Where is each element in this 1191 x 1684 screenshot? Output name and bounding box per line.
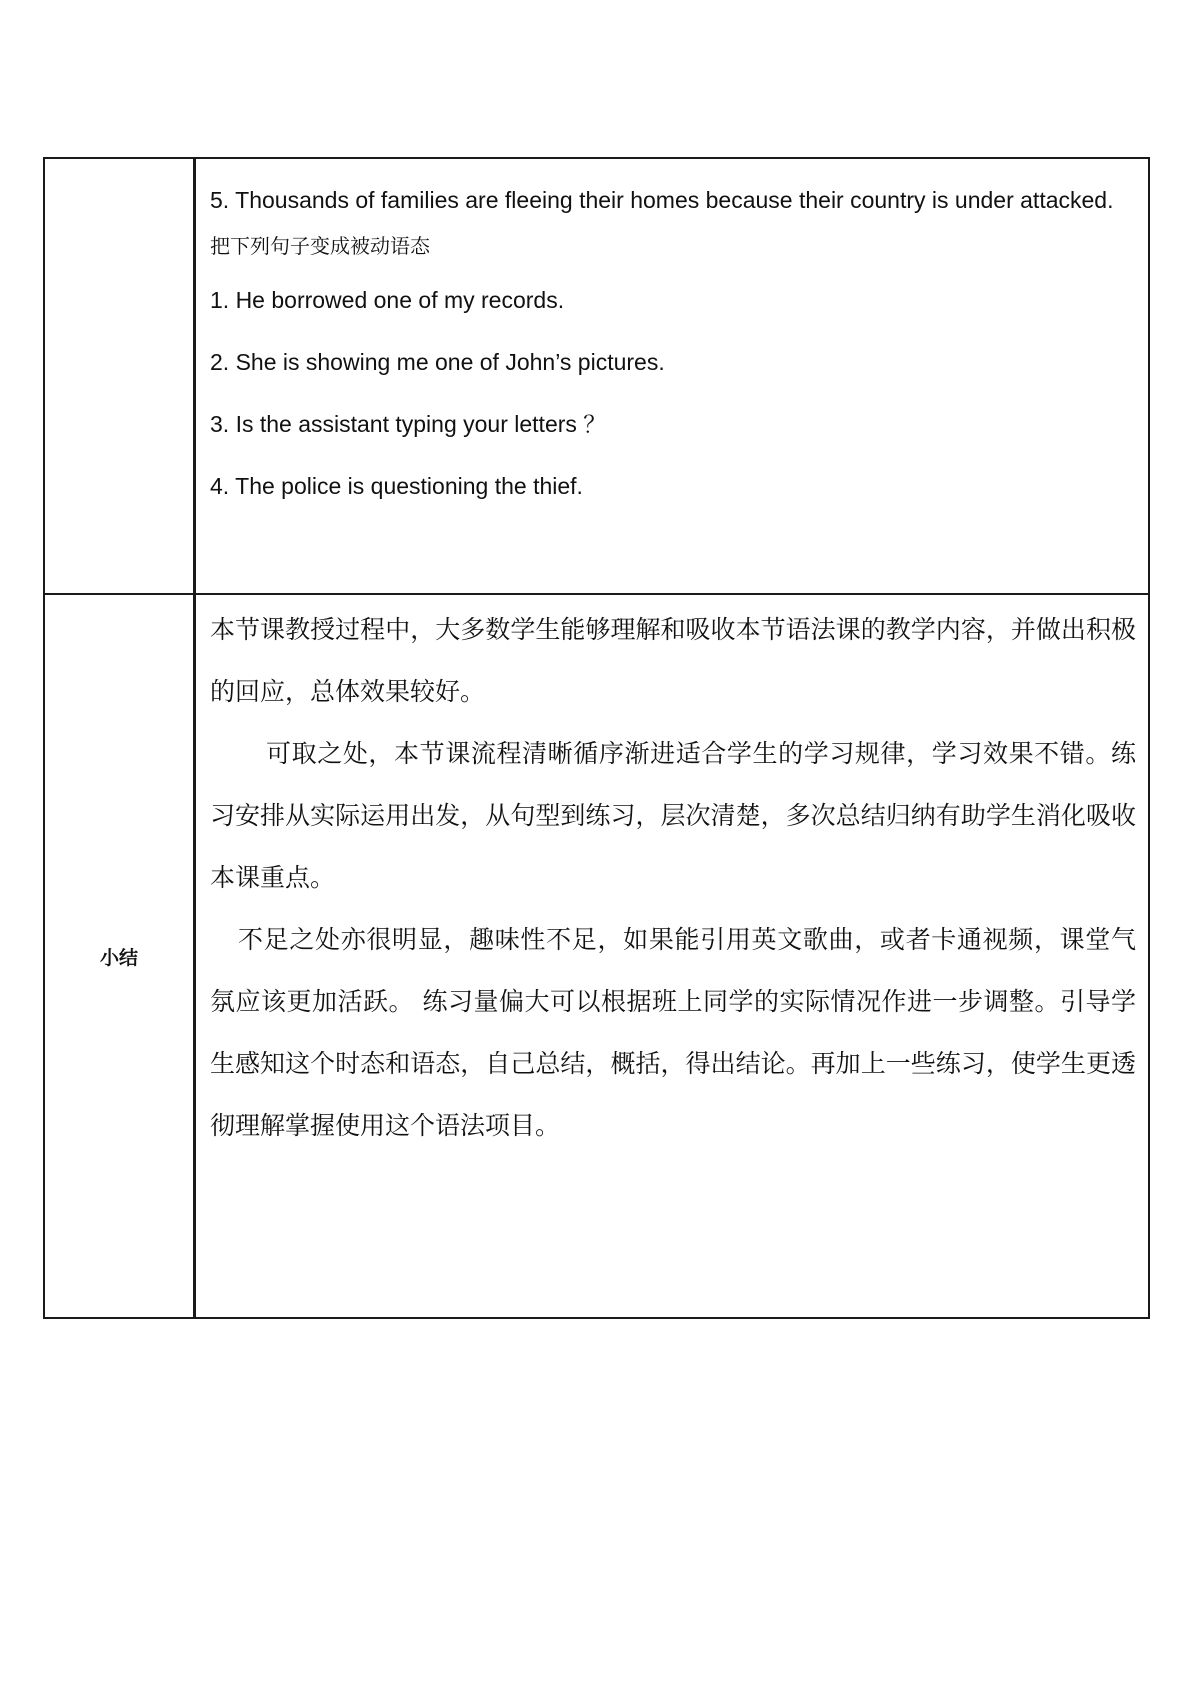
- exercise-item: 4. The police is questioning the thief.: [210, 473, 583, 499]
- summary-paragraph: 可取之处，本节课流程清晰循序渐进适合学生的学习规律，学习效果不错。练习安排从实际运用出发，从句型到练习，层次清楚，多次总结归纳有助学生消化吸收本课重点。: [210, 739, 1136, 892]
- summary-label: 小结: [99, 946, 138, 969]
- summary-label-cell: [44, 594, 195, 1318]
- exercises-row: [44, 158, 1149, 594]
- passive-voice-heading: 把下列句子变成被动语态: [210, 234, 430, 258]
- summary-paragraph: 本节课教授过程中，大多数学生能够理解和吸收本节语法课的教学内容，并做出积极的回应，总体效果较好。: [210, 615, 1136, 706]
- summary-paragraph: 不足之处亦很明显，趣味性不足，如果能引用英文歌曲，或者卡通视频，课堂气氛应该更加活跃。 练习量偏大可以根据班上同学的实际情况作进一步调整。引导学生感知这个时态和语态，自己总结，概括，得出结论。再加上一些练习，使学生更透彻理解掌握使用这个语法项目。: [210, 925, 1136, 1140]
- exercise-item-5: 5. Thousands of families are fleeing their homes because their country is under attacked.: [210, 187, 1114, 213]
- exercises-content-cell: [195, 158, 1150, 594]
- exercises-label-cell: [44, 158, 195, 594]
- exercise-item: 2. She is showing me one of John’s pictures.: [210, 349, 665, 375]
- lesson-plan-table: [43, 157, 1150, 1319]
- exercise-item: 3. Is the assistant typing your letters ？: [210, 411, 607, 437]
- summary-content-cell: [195, 594, 1150, 1318]
- exercise-item: 1. He borrowed one of my records.: [210, 287, 565, 313]
- summary-row: [44, 594, 1149, 1318]
